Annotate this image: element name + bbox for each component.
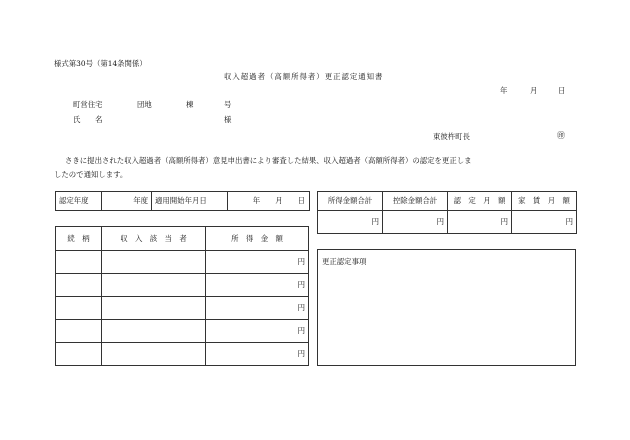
remarks-box[interactable]	[317, 249, 576, 366]
header-certified-monthly: 認 定 月 額	[448, 192, 512, 211]
header-income-person: 収 入 該 当 者	[102, 227, 206, 251]
amount-table	[317, 191, 577, 234]
person-cell[interactable]	[102, 343, 206, 366]
date-day: 日	[558, 86, 566, 95]
total-income-value[interactable]: 円	[318, 211, 383, 234]
table-row	[56, 343, 309, 366]
relation-cell[interactable]	[56, 320, 102, 343]
remarks-label: 更正認定事項	[322, 257, 367, 266]
housing-label: 町営住宅	[73, 100, 103, 109]
person-cell[interactable]	[102, 297, 206, 320]
honorific: 様	[224, 115, 232, 124]
cert-year-value[interactable]: 年度	[102, 192, 152, 211]
table-row	[56, 320, 309, 343]
relation-cell[interactable]	[56, 251, 102, 274]
person-cell[interactable]	[102, 274, 206, 297]
header-rent-monthly: 家 賃 月 額	[512, 192, 577, 211]
date-year: 年	[500, 86, 508, 95]
amount-cell[interactable]: 円	[206, 343, 309, 366]
certification-table	[55, 191, 310, 211]
date-month: 月	[530, 86, 538, 95]
relation-cell[interactable]	[56, 297, 102, 320]
building-label: 棟	[186, 100, 194, 109]
table-row	[56, 274, 309, 297]
total-deduction-value[interactable]: 円	[383, 211, 448, 234]
header-income-amount: 所 得 金 額	[206, 227, 309, 251]
person-cell[interactable]	[102, 320, 206, 343]
header-relation: 続 柄	[56, 227, 102, 251]
income-table	[55, 226, 309, 366]
header-total-income: 所得金額合計	[318, 192, 383, 211]
certified-monthly-value[interactable]: 円	[448, 211, 512, 234]
relation-cell[interactable]	[56, 343, 102, 366]
amount-cell[interactable]: 円	[206, 320, 309, 343]
issuer-mayor: 東彼杵町長	[433, 132, 470, 141]
cert-year-label: 認定年度	[56, 192, 102, 211]
room-number-label: 号	[224, 100, 232, 109]
seal-icon: ㊞	[557, 131, 565, 140]
table-row	[56, 251, 309, 274]
start-date-value[interactable]: 年 月 日	[228, 192, 310, 211]
body-text-line1: さきに提出された収入超過者（高額所得者）意見申出書により審査した結果、収入超過者（高額所得者）の認定を更正しま	[65, 156, 472, 165]
person-cell[interactable]	[102, 251, 206, 274]
table-row	[56, 297, 309, 320]
body-text-line2: したので通知します。	[54, 170, 128, 179]
amount-cell[interactable]: 円	[206, 274, 309, 297]
rent-monthly-value[interactable]: 円	[512, 211, 577, 234]
form-number: 様式第30号（第14条関係）	[54, 59, 147, 68]
relation-cell[interactable]	[56, 274, 102, 297]
start-date-label: 適用開始年月日	[152, 192, 228, 211]
amount-cell[interactable]: 円	[206, 251, 309, 274]
amount-cell[interactable]: 円	[206, 297, 309, 320]
danchi-label: 団地	[137, 100, 152, 109]
header-total-deduction: 控除金額合計	[383, 192, 448, 211]
name-label: 氏 名	[73, 115, 103, 124]
document-title: 収入超過者（高額所得者）更正認定通知書	[224, 72, 384, 81]
